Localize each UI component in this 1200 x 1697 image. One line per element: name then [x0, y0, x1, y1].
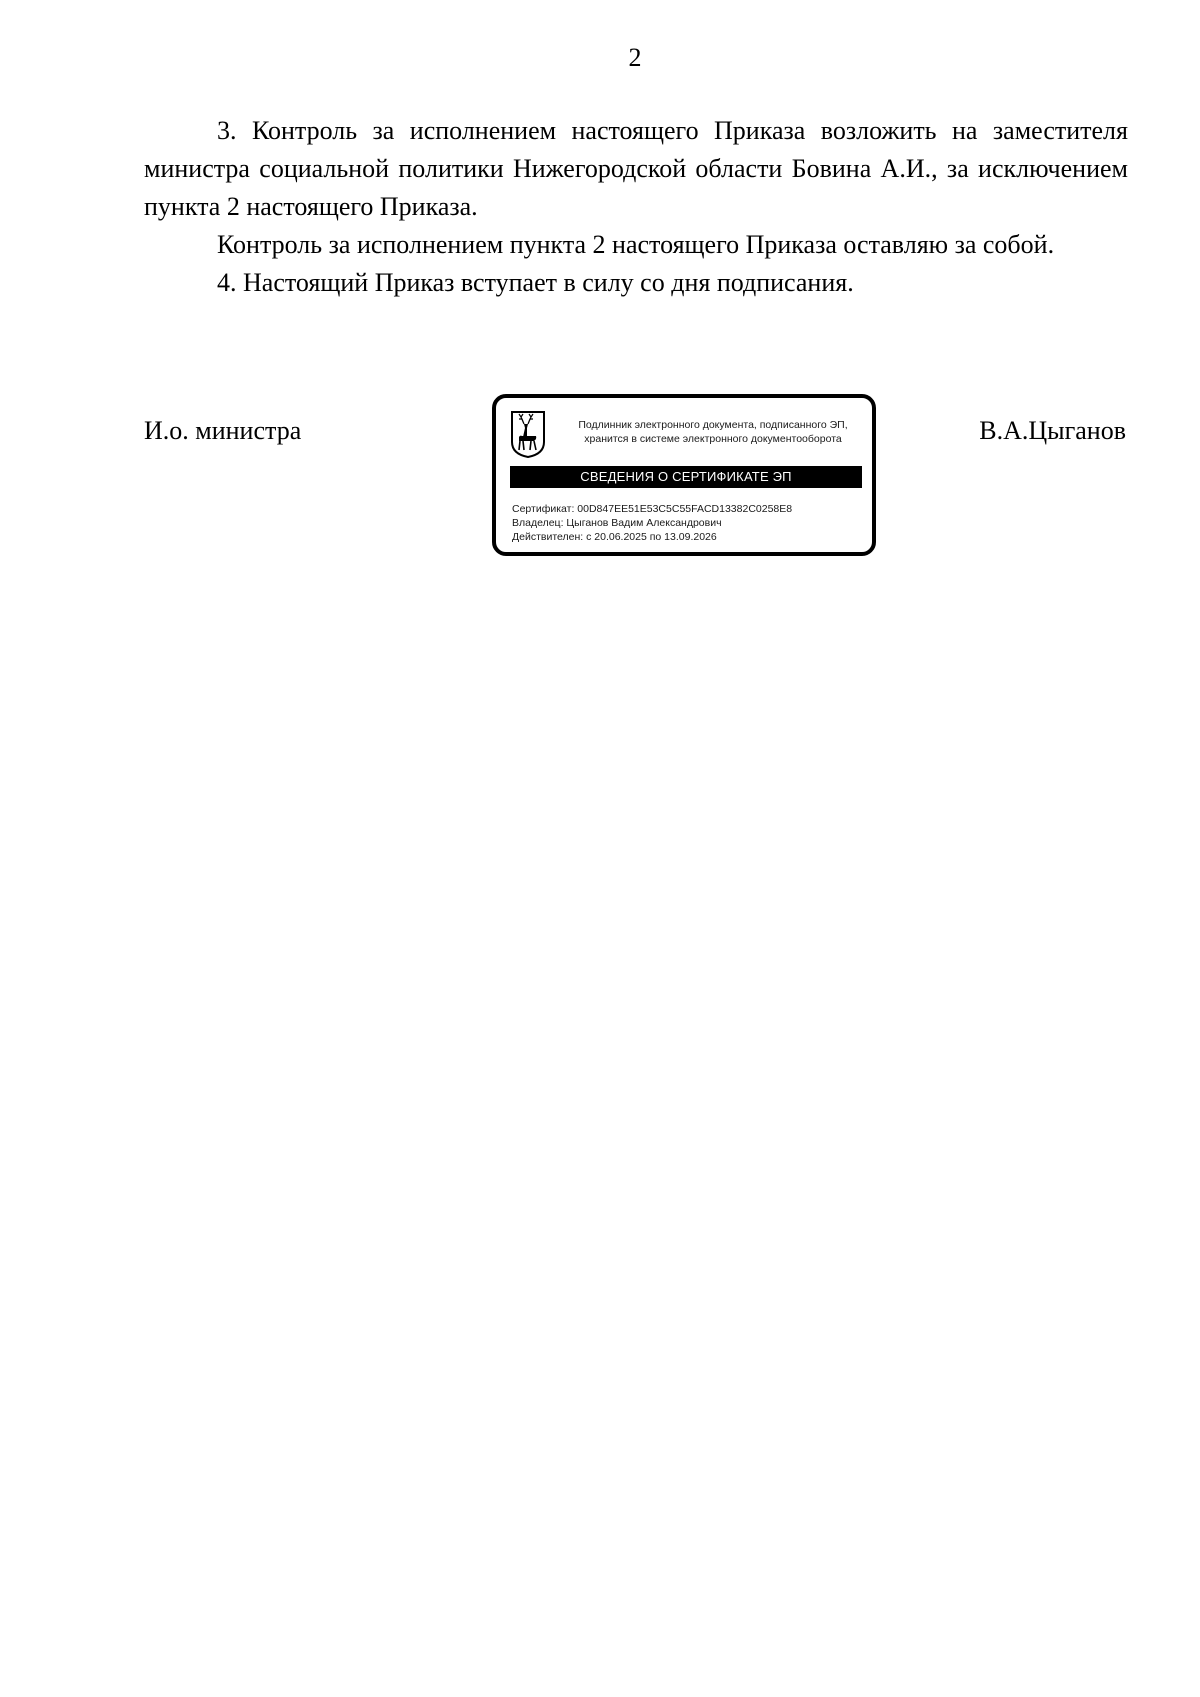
stamp-notice-line: хранится в системе электронного документооборота: [584, 433, 842, 445]
paragraph-item-3: 3. Контроль за исполнением настоящего Приказа возложить на заместителя министра социальной политики Нижегородской области Бовина А.И., за исключением пункта 2 настоящего Приказа.: [144, 116, 1128, 221]
document-body: [144, 112, 1128, 302]
stamp-notice: [556, 418, 870, 446]
stamp-certificate-banner: СВЕДЕНИЯ О СЕРТИФИКАТЕ ЭП: [510, 466, 862, 488]
signatory-title: И.о. министра: [144, 416, 302, 445]
stamp-notice-line: Подлинник электронного документа, подписанного ЭП,: [578, 419, 848, 431]
deer-emblem-icon: [510, 410, 546, 458]
paragraph-control-item-2: Контроль за исполнением пункта 2 настоящего Приказа оставляю за собой.: [217, 230, 1055, 259]
stamp-certificate-validity: Действителен: с 20.06.2025 по 13.09.2026: [512, 531, 717, 543]
page-number: 2: [628, 43, 642, 72]
paragraph-item-4: 4. Настоящий Приказ вступает в силу со дня подписания.: [217, 268, 854, 297]
signatory-name: В.А.Цыганов: [979, 416, 1126, 445]
stamp-certificate-number: Сертификат: 00D847EE51E53C5C55FACD13382C0258E8: [512, 503, 793, 515]
stamp-certificate-owner: Владелец: Цыганов Вадим Александрович: [512, 517, 722, 529]
stamp-certificate-details: [512, 502, 792, 544]
electronic-signature-stamp: [492, 394, 876, 556]
